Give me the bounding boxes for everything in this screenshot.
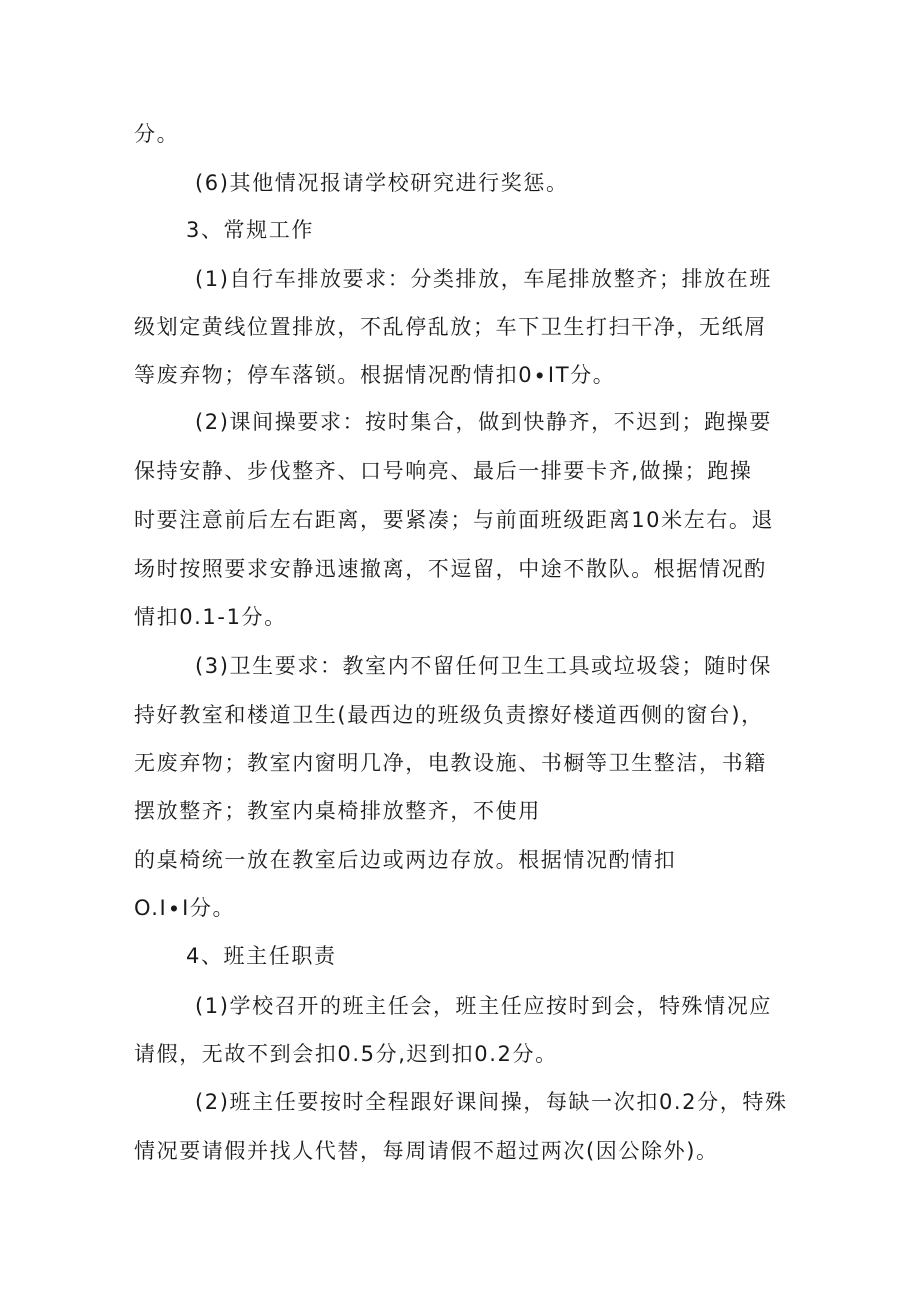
text-line: 摆放整齐；教室内桌椅排放整齐，不使用 xyxy=(134,799,541,823)
text-line: 情况要请假并找人代替，每周请假不超过两次(因公除外)。 xyxy=(134,1139,719,1163)
section-heading: 4、班主任职责 xyxy=(186,944,337,968)
text-line: (2)课间操要求：按时集合，做到快静齐，不迟到；跑操要 xyxy=(195,410,772,434)
text-line: 等废弃物；停车落锁。根据情况酌情扣0∙IT分。 xyxy=(134,363,616,387)
text-line: 时要注意前后左右距离，要紧凑；与前面班级距离10米左右。退 xyxy=(134,508,775,532)
text-line: 分。 xyxy=(134,122,180,146)
text-line: 持好教室和楼道卫生(最西边的班级负责擦好楼道西侧的窗台)， xyxy=(134,703,764,727)
text-line: 保持安静、步伐整齐、口号响亮、最后一排要卡齐,做操；跑操 xyxy=(134,459,753,483)
text-line: (6)其他情况报请学校研究进行奖惩。 xyxy=(195,171,569,195)
text-line: 的桌椅统一放在教室后边或两边存放。根据情况酌情扣 xyxy=(134,848,677,872)
text-line: (1)学校召开的班主任会，班主任应按时到会，特殊情况应 xyxy=(195,994,772,1018)
text-line: O.I∙I分。 xyxy=(134,896,236,920)
text-line: 无废弃物；教室内窗明几净，电教设施、书橱等卫生整洁，书籍 xyxy=(134,751,767,775)
text-line: 场时按照要求安静迅速撤离，不逗留，中途不散队。根据情况酌 xyxy=(134,557,767,581)
text-line: 级划定黄线位置排放，不乱停乱放；车下卫生打扫干净，无纸屑 xyxy=(134,315,767,339)
text-line: 情扣0.1-1分。 xyxy=(134,605,287,629)
text-line: (1)自行车排放要求：分类排放，车尾排放整齐；排放在班 xyxy=(195,267,772,291)
text-line: 请假，无故不到会扣0.5分,迟到扣0.2分。 xyxy=(134,1042,558,1066)
text-line: (3)卫生要求：教室内不留任何卫生工具或垃圾袋；随时保 xyxy=(195,654,772,678)
section-heading: 3、常规工作 xyxy=(186,218,314,242)
text-line: (2)班主任要按时全程跟好课间操，每缺一次扣0.2分，特殊 xyxy=(195,1090,788,1114)
